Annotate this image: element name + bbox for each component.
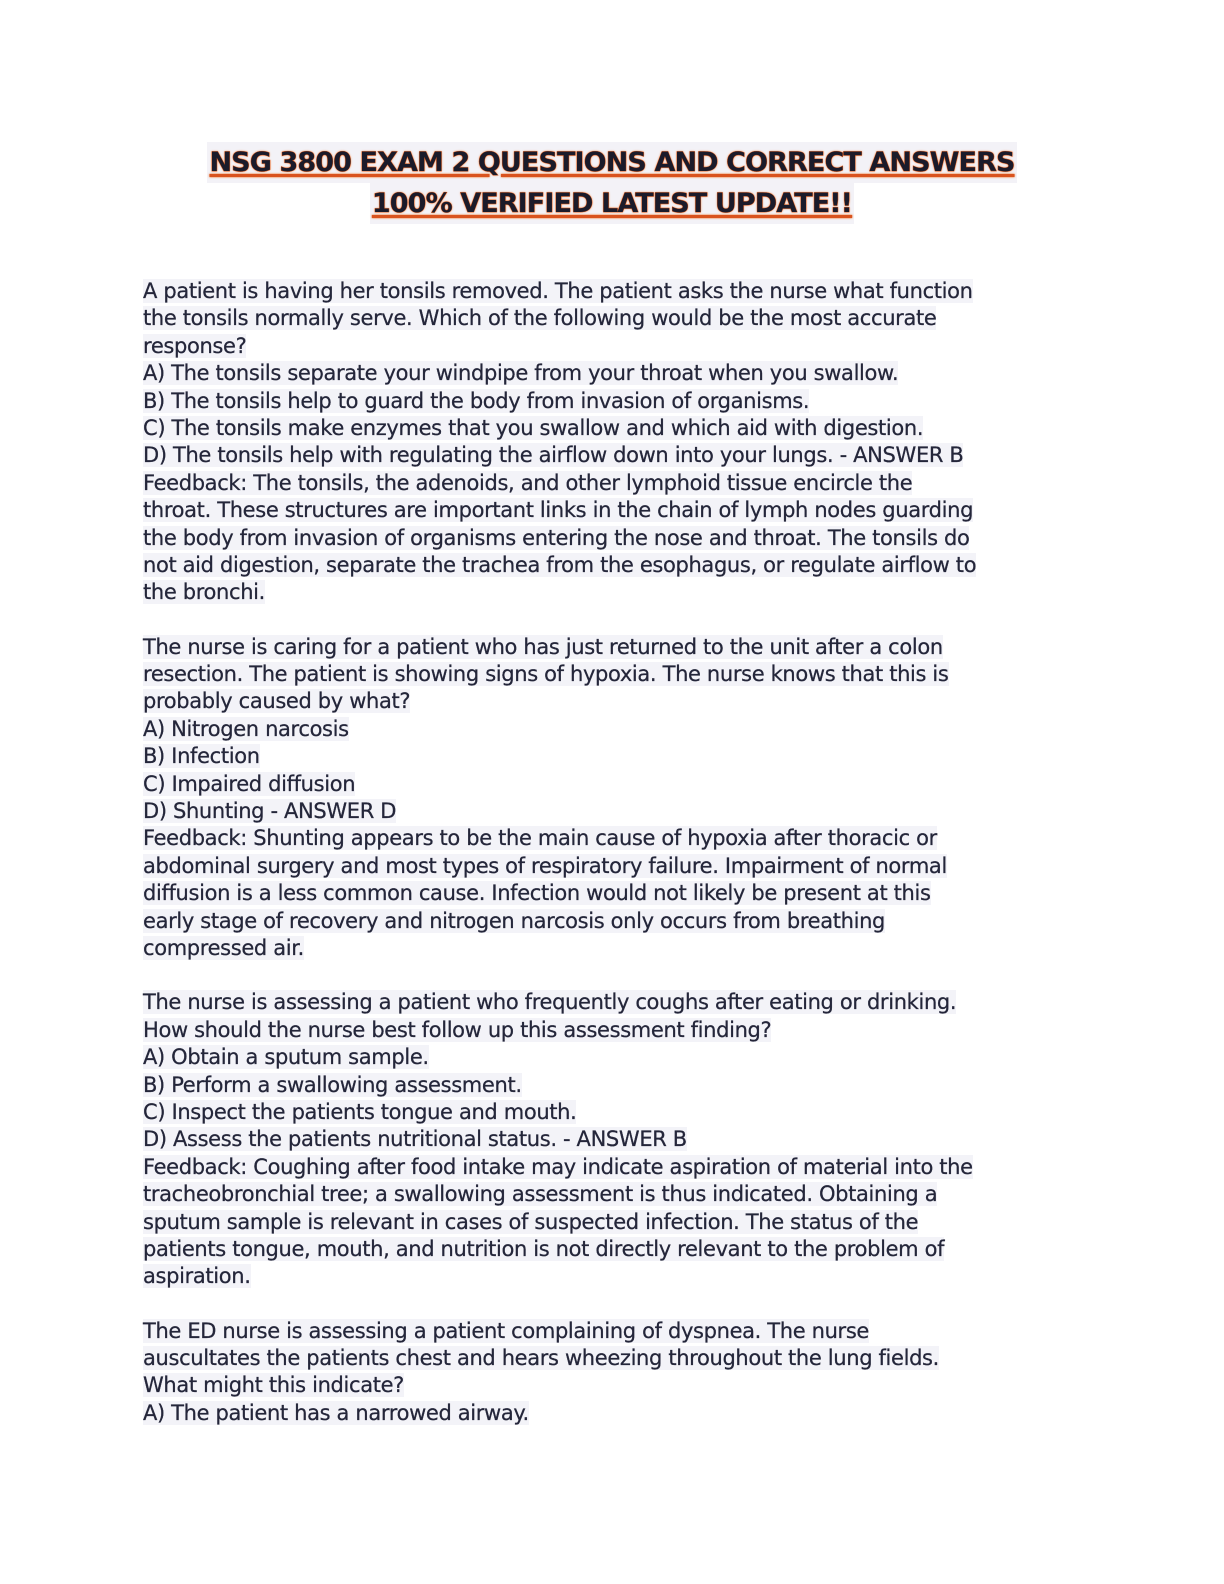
text-line	[143, 1154, 1083, 1181]
line-text: not aid digestion, separate the trachea from the esophagus, or regulate airflow to	[143, 552, 977, 577]
text-line	[143, 716, 1083, 743]
text-line	[143, 333, 1083, 360]
text-line	[143, 634, 1083, 661]
text-line	[143, 579, 1083, 606]
line-text: the bronchi.	[143, 580, 265, 605]
text-line	[143, 1072, 1083, 1099]
line-text: early stage of recovery and nitrogen narcosis only occurs from breathing	[143, 908, 886, 933]
line-text: B) Infection	[143, 744, 260, 769]
line-text: B) Perform a swallowing assessment.	[143, 1072, 522, 1097]
text-line	[143, 1400, 1083, 1427]
line-text: patients tongue, mouth, and nutrition is not directly relevant to the problem of	[143, 1236, 945, 1261]
text-line	[143, 552, 1083, 579]
line-text: aspiration.	[143, 1264, 251, 1289]
line-text: auscultates the patients chest and hears wheezing throughout the lung fields.	[143, 1346, 939, 1371]
text-line	[143, 1318, 1083, 1345]
text-line	[143, 525, 1083, 552]
document-title	[0, 142, 1224, 224]
line-text: A) The tonsils separate your windpipe from your throat when you swallow.	[143, 361, 899, 386]
text-line	[143, 1372, 1083, 1399]
text-line	[143, 360, 1083, 387]
line-text: The nurse is caring for a patient who has just returned to the unit after a colon	[143, 634, 943, 659]
line-text: the tonsils normally serve. Which of the following would be the most accurate	[143, 306, 937, 331]
question-block	[143, 989, 1083, 1290]
text-line	[143, 743, 1083, 770]
line-text: How should the nurse best follow up this assessment finding?	[143, 1017, 772, 1042]
line-text: D) The tonsils help with regulating the airflow down into your lungs. - ANSWER B	[143, 443, 964, 468]
text-line	[143, 305, 1083, 332]
text-line	[143, 388, 1083, 415]
line-text: tracheobronchial tree; a swallowing assessment is thus indicated. Obtaining a	[143, 1182, 938, 1207]
text-line	[143, 825, 1083, 852]
line-text: diffusion is a less common cause. Infection would not likely be present at this	[143, 881, 931, 906]
text-line	[143, 771, 1083, 798]
text-line	[143, 935, 1083, 962]
text-line	[143, 1044, 1083, 1071]
text-line	[143, 908, 1083, 935]
line-text: sputum sample is relevant in cases of suspected infection. The status of the	[143, 1209, 919, 1234]
text-line	[143, 1099, 1083, 1126]
text-line	[143, 1209, 1083, 1236]
line-text: What might this indicate?	[143, 1373, 404, 1398]
line-text: resection. The patient is showing signs of hypoxia. The nurse knows that this is	[143, 662, 949, 687]
line-text: A) Nitrogen narcosis	[143, 716, 349, 741]
line-text: D) Shunting - ANSWER D	[143, 799, 397, 824]
text-line	[143, 470, 1083, 497]
title-text: 100% VERIFIED LATEST UPDATE!!	[370, 183, 854, 224]
line-text: B) The tonsils help to guard the body from invasion of organisms.	[143, 388, 810, 413]
line-text: A patient is having her tonsils removed. The patient asks the nurse what function	[143, 279, 973, 303]
line-text: probably caused by what?	[143, 689, 411, 714]
line-text: throat. These structures are important links in the chain of lymph nodes guarding	[143, 498, 974, 523]
line-text: Feedback: The tonsils, the adenoids, and other lymphoid tissue encircle the	[143, 470, 913, 495]
text-line	[143, 442, 1083, 469]
text-line	[143, 798, 1083, 825]
line-text: C) The tonsils make enzymes that you swallow and which aid with digestion.	[143, 415, 924, 440]
question-block	[143, 278, 1083, 607]
line-text: C) Impaired diffusion	[143, 771, 356, 796]
text-line	[143, 989, 1083, 1016]
line-text: A) Obtain a sputum sample.	[143, 1045, 429, 1070]
line-text: Feedback: Shunting appears to be the main cause of hypoxia after thoracic or	[143, 826, 937, 851]
text-line	[143, 1345, 1083, 1372]
title-text: NSG 3800 EXAM 2 QUESTIONS AND CORRECT ANSWERS	[207, 142, 1016, 183]
text-line	[143, 1126, 1083, 1153]
text-line	[143, 1236, 1083, 1263]
title-line-2	[0, 183, 1224, 224]
title-line-1	[0, 142, 1224, 183]
line-text: the body from invasion of organisms entering the nose and throat. The tonsils do	[143, 525, 970, 550]
text-line	[143, 415, 1083, 442]
text-line	[143, 853, 1083, 880]
line-text: The nurse is assessing a patient who frequently coughs after eating or drinking.	[143, 990, 957, 1015]
line-text: A) The patient has a narrowed airway.	[143, 1400, 529, 1425]
text-line	[143, 1263, 1083, 1290]
line-text: The ED nurse is assessing a patient complaining of dyspnea. The nurse	[143, 1318, 870, 1343]
text-line	[143, 688, 1083, 715]
text-line	[143, 278, 1083, 305]
text-line	[143, 661, 1083, 688]
line-text: D) Assess the patients nutritional status. - ANSWER B	[143, 1127, 687, 1152]
line-text: abdominal surgery and most types of respiratory failure. Impairment of normal	[143, 853, 947, 878]
text-line	[143, 880, 1083, 907]
question-block	[143, 634, 1083, 963]
line-text: Feedback: Coughing after food intake may indicate aspiration of material into the	[143, 1154, 973, 1179]
text-line	[143, 497, 1083, 524]
line-text: C) Inspect the patients tongue and mouth.	[143, 1099, 577, 1124]
line-text: response?	[143, 333, 247, 358]
question-block	[143, 1318, 1083, 1428]
line-text: compressed air.	[143, 935, 304, 960]
text-line	[143, 1017, 1083, 1044]
text-line	[143, 1181, 1083, 1208]
document-body	[143, 278, 1083, 1454]
